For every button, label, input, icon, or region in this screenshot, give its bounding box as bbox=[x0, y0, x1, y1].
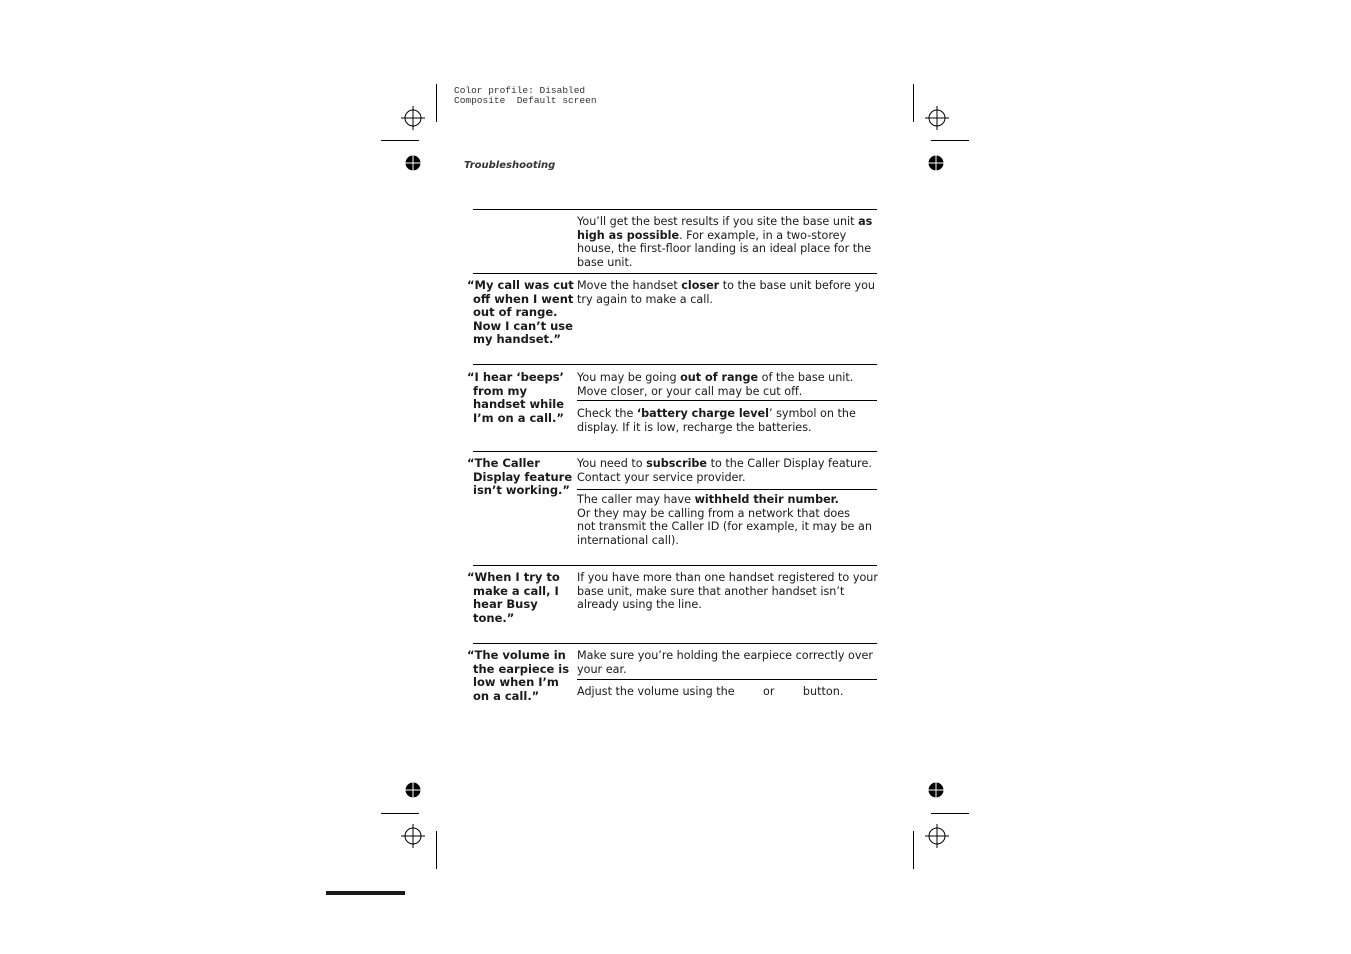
emphasis-text: ‘battery charge level bbox=[636, 407, 769, 420]
answer-text: You may be going out of range of the base unit. Move closer, or your call may be cut off. bbox=[577, 371, 854, 398]
target-dot-icon bbox=[405, 782, 421, 798]
row-divider bbox=[473, 273, 877, 274]
crop-line bbox=[436, 831, 437, 869]
target-dot-icon bbox=[928, 155, 944, 171]
section-header: Troubleshooting bbox=[464, 160, 556, 171]
print-info-line-2: Composite Default screen bbox=[454, 95, 597, 106]
emphasis-text: withheld their number. bbox=[694, 493, 839, 506]
registration-mark-icon bbox=[925, 824, 949, 848]
answer-text: Adjust the volume using the or button. bbox=[577, 685, 844, 698]
question-text: “I hear ‘beeps’ from my handset while I’m on a call.” bbox=[467, 370, 565, 425]
crop-line bbox=[913, 831, 914, 869]
answer-divider bbox=[577, 489, 877, 490]
crop-line bbox=[931, 813, 969, 814]
answer-text: You need to subscribe to the Caller Display feature. Contact your service provider. bbox=[577, 457, 872, 484]
emphasis-text: out of range bbox=[680, 371, 759, 384]
answer-text: Check the ‘battery charge level’ symbol on the display. If it is low, recharge the batteries. bbox=[577, 407, 856, 434]
page-edge-bar bbox=[326, 891, 405, 895]
answer-text: If you have more than one handset registered to your base unit, make sure that another handset isn’t already using the line. bbox=[577, 571, 878, 612]
registration-mark-icon bbox=[925, 106, 949, 130]
question-text: “The Caller Display feature isn’t working.” bbox=[467, 456, 573, 498]
emphasis-text: as high as possible bbox=[577, 215, 873, 242]
registration-mark-icon bbox=[401, 824, 425, 848]
crop-line bbox=[931, 140, 969, 141]
crop-line bbox=[913, 84, 914, 122]
row-divider bbox=[473, 364, 877, 365]
crop-line bbox=[436, 84, 437, 122]
crop-line bbox=[381, 813, 419, 814]
question-text: “My call was cut off when I went out of range. Now I can’t use my handset.” bbox=[467, 278, 574, 347]
answer-divider bbox=[577, 679, 877, 680]
row-divider bbox=[473, 451, 877, 452]
registration-mark-icon bbox=[401, 106, 425, 130]
answer-text: Move the handset closer to the base unit before you try again to make a call. bbox=[577, 279, 876, 306]
row-divider bbox=[473, 643, 877, 644]
answer-divider bbox=[577, 400, 877, 401]
row-divider bbox=[473, 209, 877, 210]
answer-text: The caller may have withheld their number. Or they may be calling from a network that does not transmit the Caller ID (for example, it may be an international call). bbox=[577, 493, 872, 547]
answer-text: Make sure you’re holding the earpiece correctly over your ear. bbox=[577, 649, 873, 676]
question-text: “When I try to make a call, I hear Busy tone.” bbox=[467, 570, 560, 625]
row-divider bbox=[473, 565, 877, 566]
crop-line bbox=[381, 140, 419, 141]
print-info-line-1: Color profile: Disabled bbox=[454, 85, 586, 96]
target-dot-icon bbox=[405, 155, 421, 171]
question-text: “The volume in the earpiece is low when I’m on a call.” bbox=[467, 648, 570, 703]
emphasis-text: closer bbox=[681, 279, 720, 292]
target-dot-icon bbox=[928, 782, 944, 798]
emphasis-text: subscribe bbox=[646, 457, 708, 470]
answer-text: You’ll get the best results if you site the base unit as high as possible. For example, in a two-storey house, the first-floor landing is an ideal place for the base unit. bbox=[577, 215, 873, 269]
